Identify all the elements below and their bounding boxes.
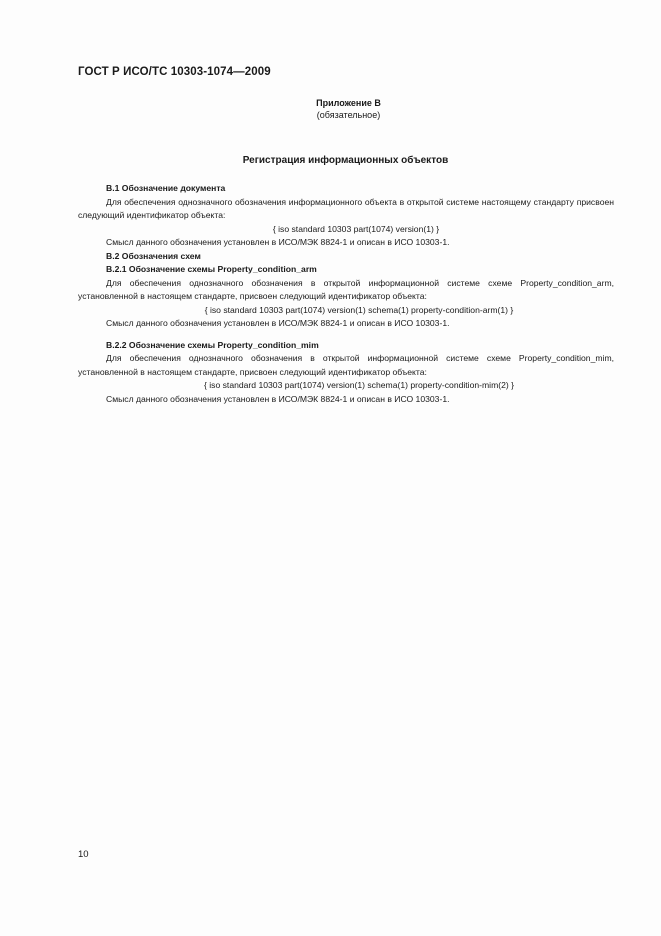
appendix-heading (0, 98, 661, 121)
document-body (78, 182, 614, 406)
paragraph-b22: Для обеспечения однозначного обозначения в открытой информационной системе схеме Property_condition_mim, установленной в настоящем стандарте, присвоен следующий идентификатор объекта: (78, 353, 614, 377)
appendix-status: (обязательное) (316, 109, 381, 120)
heading-b22: В.2.2 Обозначение схемы Property_condition_mim (106, 339, 319, 350)
identifier-b22: { iso standard 10303 part(1074) version(1) schema(1) property-condition-mim(2) } (204, 380, 514, 390)
heading-b1: В.1 Обозначение документа (106, 183, 226, 193)
identifier-b21: { iso standard 10303 part(1074) version(1) schema(1) property-condition-arm(1) } (204, 304, 514, 315)
spacer (78, 331, 614, 339)
heading-b21: В.2.1 Обозначение схемы Property_condition_arm (106, 264, 317, 274)
heading-b2: В.2 Обозначения схем (106, 250, 201, 261)
page-number: 10 (78, 849, 89, 860)
appendix-title: Приложение В (316, 98, 381, 108)
meaning-b22: Смысл данного обозначения установлен в ИСО/МЭК 8824-1 и описан в ИСО 10303-1. (106, 393, 450, 404)
meaning-b21: Смысл данного обозначения установлен в ИСО/МЭК 8824-1 и описан в ИСО 10303-1. (106, 318, 450, 328)
document-standard-header: ГОСТ Р ИСО/ТС 10303-1074—2009 (78, 66, 271, 78)
paragraph-b21: Для обеспечения однозначного обозначения в открытой информационной системе схеме Property_condition_arm, установленной в настоящем стандарте, присвоен следующий идентификатор объекта: (78, 277, 614, 301)
identifier-b1: { iso standard 10303 part(1074) version(1) } (272, 223, 440, 234)
meaning-b1: Смысл данного обозначения установлен в ИСО/МЭК 8824-1 и описан в ИСО 10303-1. (106, 237, 450, 247)
section-title: Регистрация информационных объектов (242, 155, 449, 166)
paragraph-b1: Для обеспечения однозначного обозначения информационного объекта в открытой системе настоящему стандарту присвоен следующий идентификатор объекта: (78, 196, 614, 220)
